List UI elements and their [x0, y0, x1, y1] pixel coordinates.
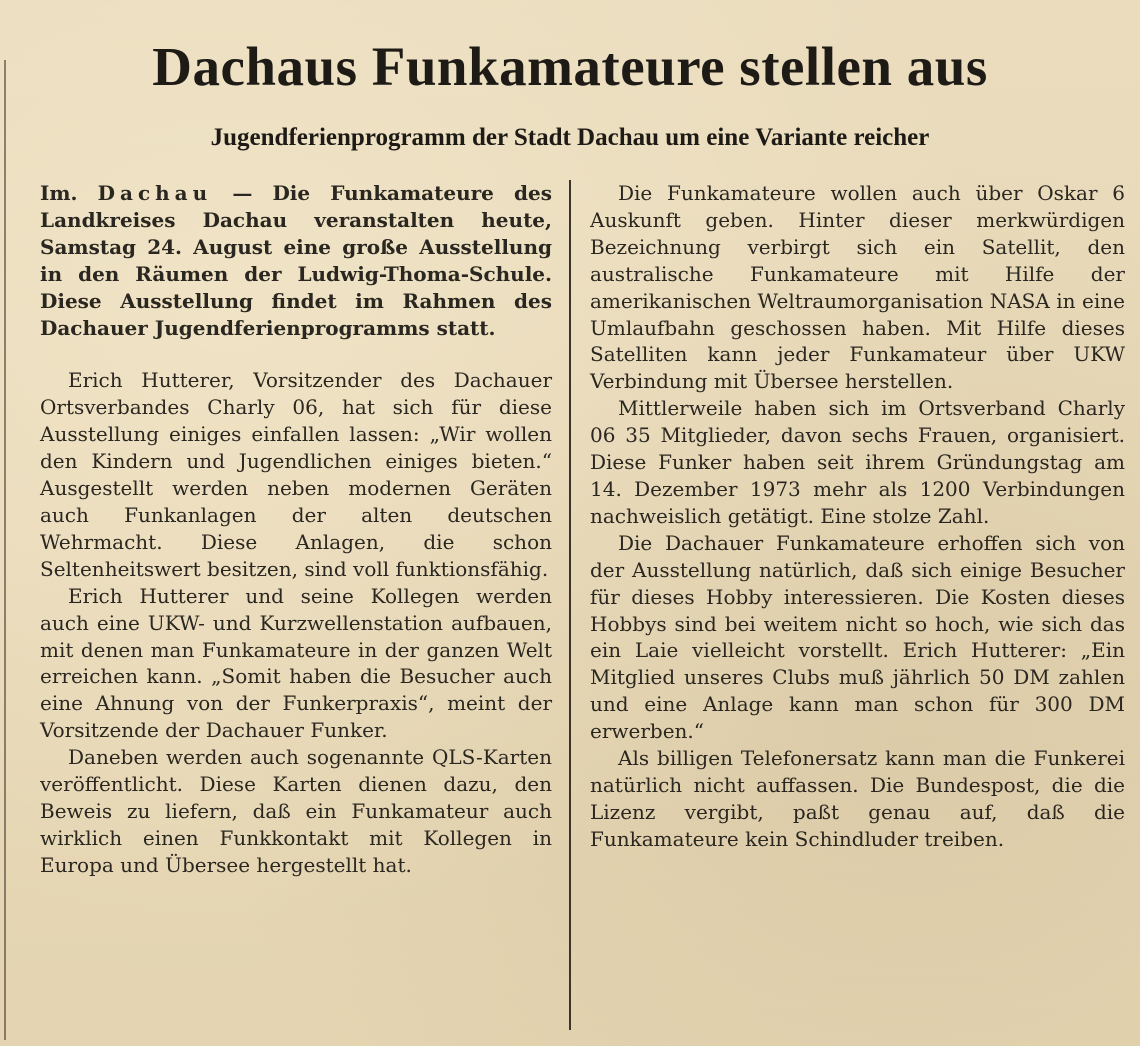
- lead-paragraph: [40, 180, 552, 341]
- left-column: [40, 180, 552, 879]
- author-initials: Im.: [40, 181, 78, 205]
- body-paragraph: Erich Hutterer, Vorsitzender des Dachauer Ortsverbandes Charly 06, hat sich für diese Ausstellung einiges einfallen lassen: „Wir wollen den Kindern und Jugendlichen einiges bieten.“ Ausgestellt werden neben modernen Geräten auch Funkanlagen der alten deutschen Wehrmacht. Diese Anlagen, die schon Seltenheitswert besitzen, sind voll funktionsfähig.: [40, 368, 552, 581]
- column-divider: [569, 180, 571, 1030]
- lead-text: — Die Funkamateure des Landkreises Dachau veranstalten heute, Samstag 24. August eine große Ausstellung in den Räumen der Ludwig-Thoma-Schule. Diese Ausstellung findet im Rahmen des Dachauer Jugendferienprogramms statt.: [40, 181, 553, 340]
- body-paragraph: Daneben werden auch sogenannte QLS-Karten veröffentlicht. Diese Karten dienen dazu, den Beweis zu liefern, daß ein Funkamateur auch wirklich einen Funkkontakt mit Kollegen in Europa und Übersee hergestellt hat.: [40, 745, 552, 877]
- subheadline: Jugendferienprogramm der Stadt Dachau um eine Variante reicher: [210, 124, 930, 151]
- right-column: [590, 180, 1125, 853]
- body-paragraph: Erich Hutterer und seine Kollegen werden auch eine UKW- und Kurzwellenstation aufbauen, mit denen man Funkamateure in der ganzen Welt erreichen kann. „Somit haben die Besucher auch eine Ahnung von der Funkerpraxis“, meint der Vorsitzende der Dachauer Funker.: [40, 583, 552, 743]
- fold-line: [4, 60, 6, 1040]
- body-paragraph: Mittlerweile haben sich im Ortsverband Charly 06 35 Mitglieder, davon sechs Frauen, organisiert. Diese Funker haben seit ihrem Gründungstag am 14. Dezember 1973 mehr als 1200 Verbindungen nachweislich getätigt. Eine stolze Zahl.: [590, 396, 1125, 528]
- body-paragraph: Die Funkamateure wollen auch über Oskar 6 Auskunft geben. Hinter dieser merkwürdigen Bezeichnung verbirgt sich ein Satellit, den australische Funkamateure mit Hilfe der amerikanischen Weltraumorganisation NASA in eine Umlaufbahn geschossen haben. Mit Hilfe dieses Satelliten kann jeder Funkamateur über UKW Verbindung mit Übersee herstellen.: [590, 181, 1125, 394]
- body-paragraph: Die Dachauer Funkamateure erhoffen sich von der Ausstellung natürlich, daß sich einige Besucher für dieses Hobby interessieren. Die Kosten dieses Hobbys sind bei weitem nicht so hoch, wie sich das ein Laie vielleicht vorstellt. Erich Hutterer: „Ein Mitglied unseres Clubs muß jährlich 50 DM zahlen und eine Anlage kann man schon für 300 DM erwerben.“: [590, 530, 1125, 744]
- body-paragraph: Als billigen Telefonersatz kann man die Funkerei natürlich nicht auffassen. Die Bundespost, die die Lizenz vergibt, paßt genau auf, daß die Funkamateure kein Schindluder treiben.: [590, 746, 1125, 851]
- headline: Dachaus Funkamateure stellen aus: [152, 36, 988, 97]
- dateline-place: Dachau: [97, 181, 213, 205]
